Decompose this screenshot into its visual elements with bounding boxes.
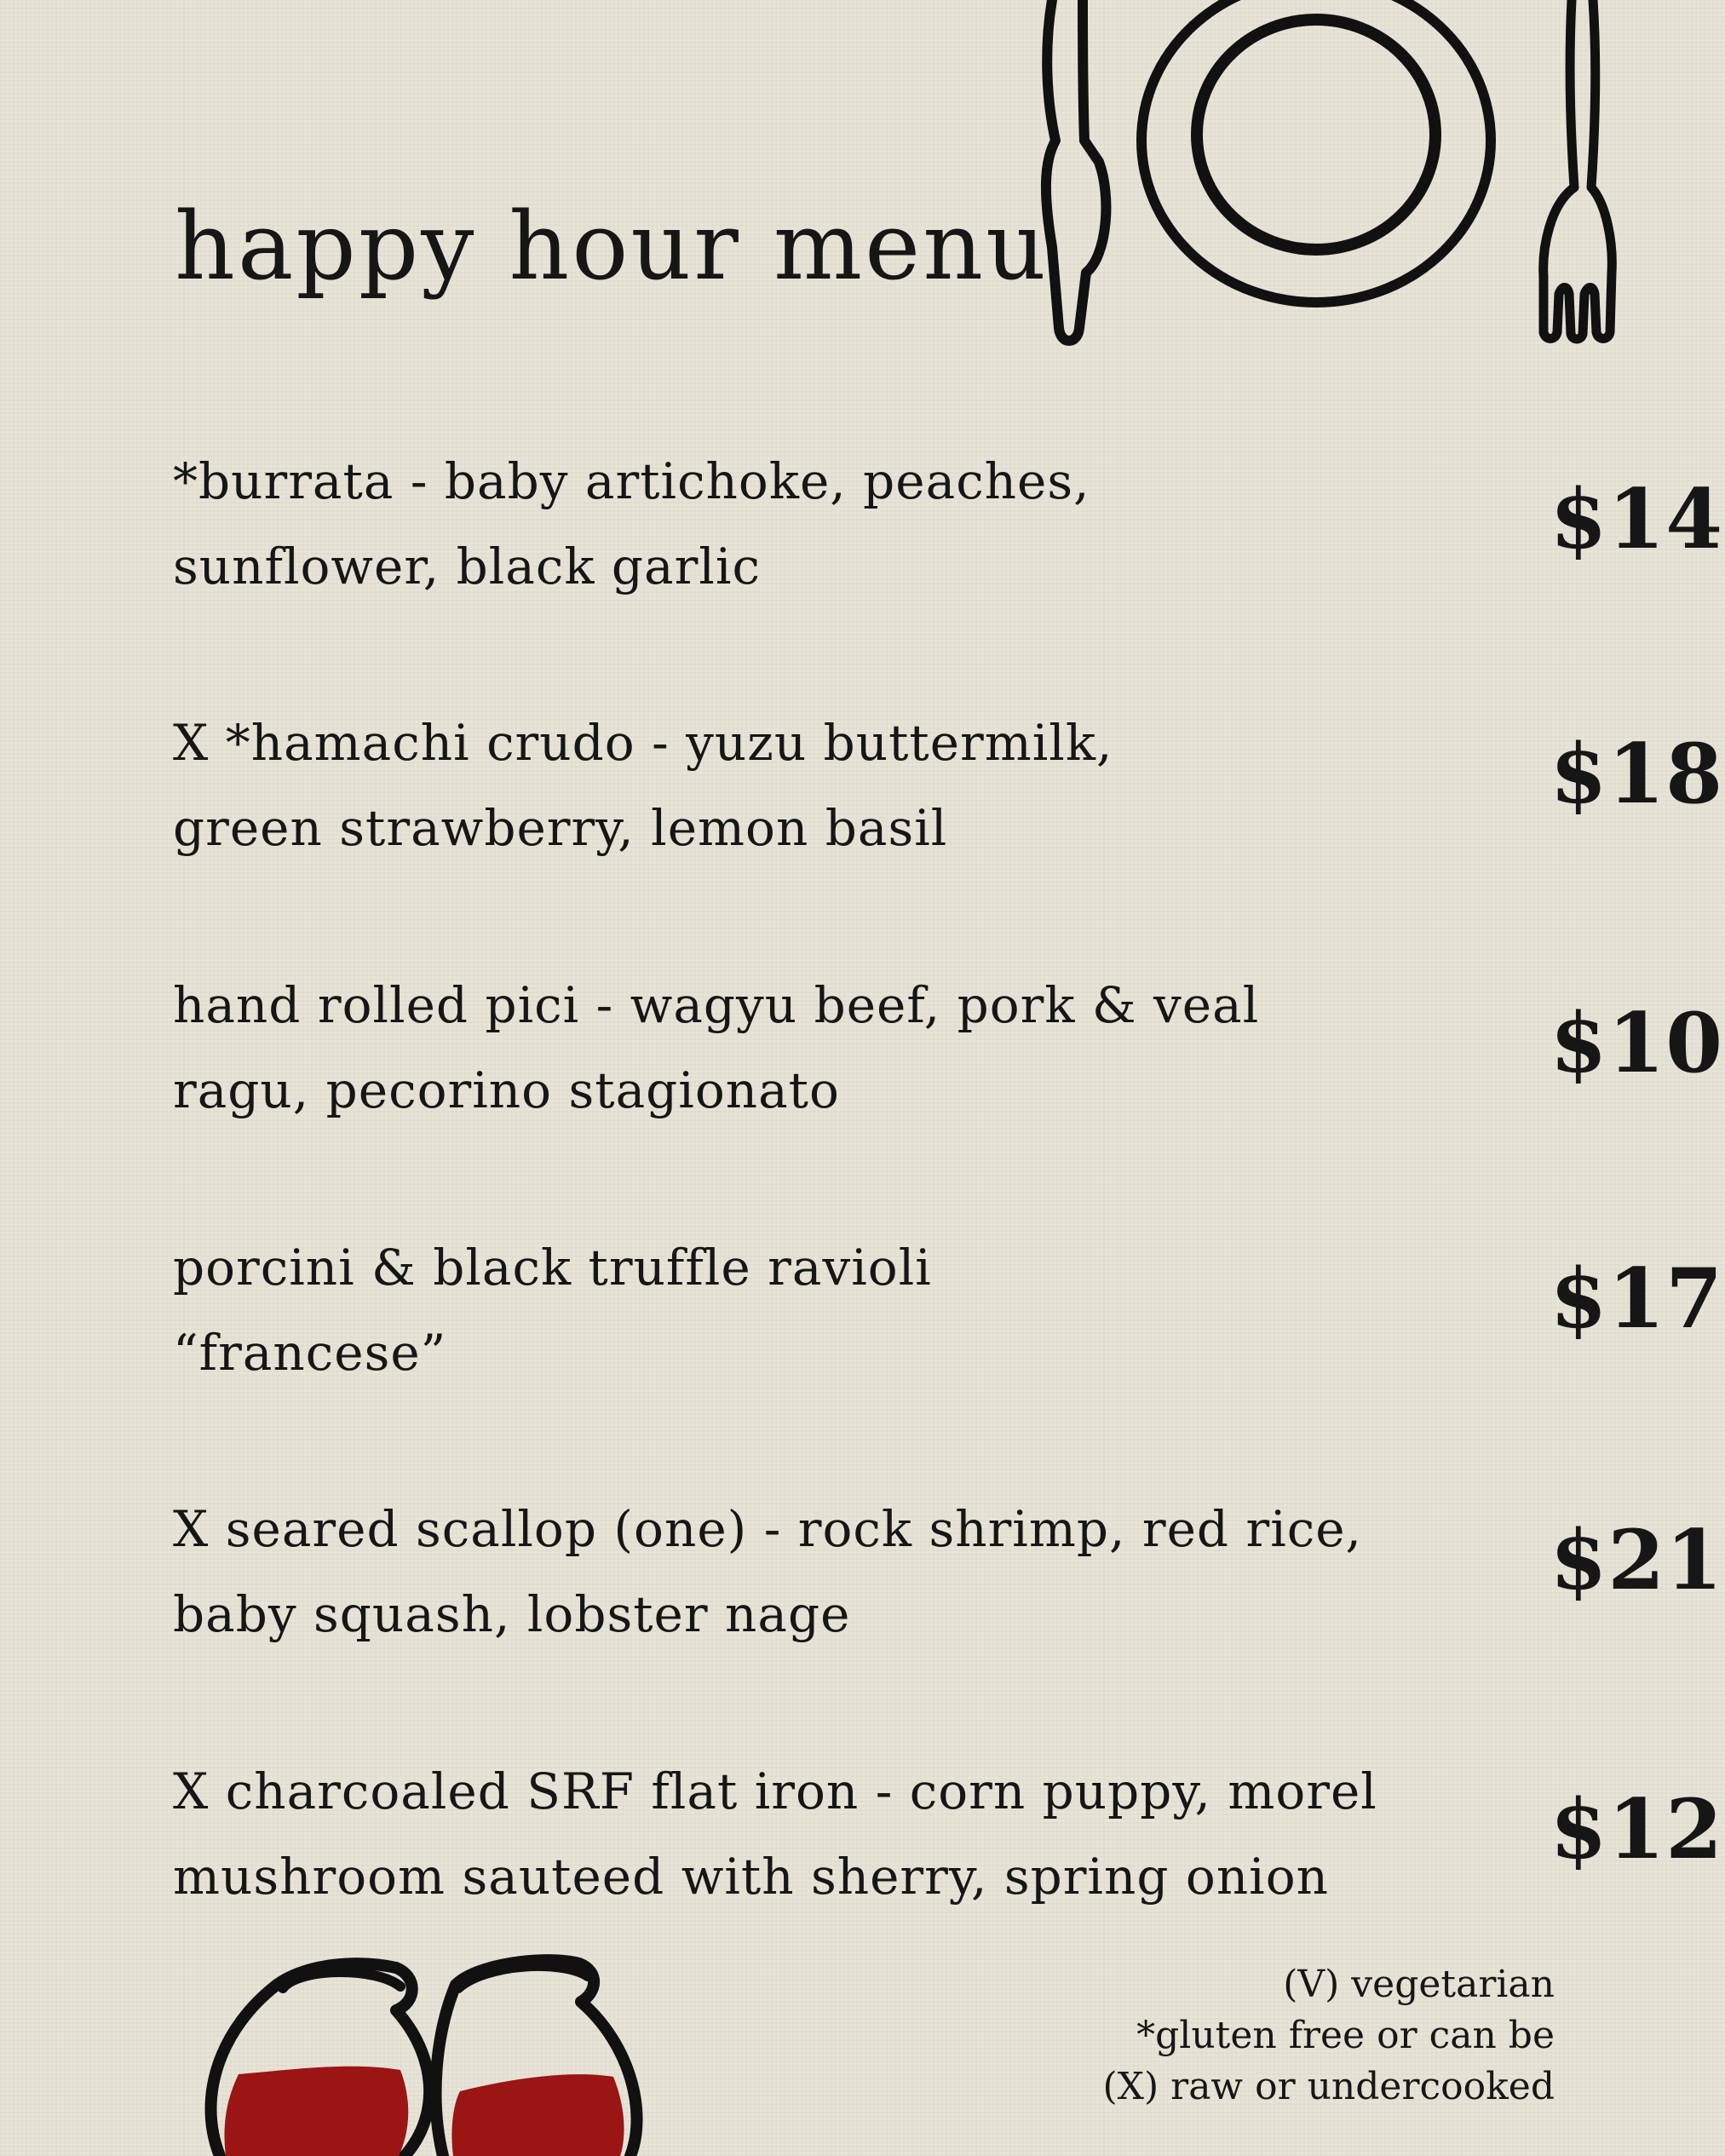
legend-raw: (X) raw or undercooked [1102,2065,1555,2108]
item-price: $17 [1550,1250,1723,1347]
wine-glass-icon [187,1951,664,2156]
plate-icon [1124,0,1516,315]
menu-item [173,1225,1723,1395]
menu-item [173,700,1723,871]
item-description-line: X seared scallop (one) - rock shrimp, red rice, [173,1500,1362,1558]
item-description-line: sunflower, black garlic [173,538,761,595]
legend-vegetarian: (V) vegetarian [1283,1963,1555,2006]
item-description-line: *burrata - baby artichoke, peaches, [173,452,1090,510]
legend-gluten-free: *gluten free or can be [1136,2014,1555,2057]
item-description-line: porcini & black truffle ravioli [173,1239,932,1296]
fork-icon [1525,0,1636,349]
menu-item [173,439,1723,609]
item-description-line: ragu, pecorino stagionato [173,1061,840,1119]
item-description-line: X charcoaled SRF flat iron - corn puppy, morel [173,1762,1377,1820]
item-description-line: baby squash, lobster nage [173,1585,851,1643]
item-price: $18 [1550,726,1723,822]
item-price: $21 [1550,1512,1723,1608]
item-description-line: mushroom sauteed with sherry, spring onion [173,1848,1329,1906]
item-description-line: hand rolled pici - wagyu beef, pork & veal [173,976,1260,1034]
item-description-line: green strawberry, lemon basil [173,799,948,857]
item-description-line: “francese” [173,1324,447,1382]
item-price: $12 [1550,1781,1723,1877]
menu-item [173,963,1723,1133]
dietary-legend [958,1959,1555,2113]
item-description-line: X *hamachi crudo - yuzu buttermilk, [173,714,1113,772]
menu-item [173,1749,1723,1919]
item-price: $10 [1550,995,1723,1091]
menu-title: happy hour menu [175,192,1049,301]
menu-item [173,1486,1723,1657]
knife-icon [1026,0,1120,358]
item-price: $14 [1550,471,1723,567]
